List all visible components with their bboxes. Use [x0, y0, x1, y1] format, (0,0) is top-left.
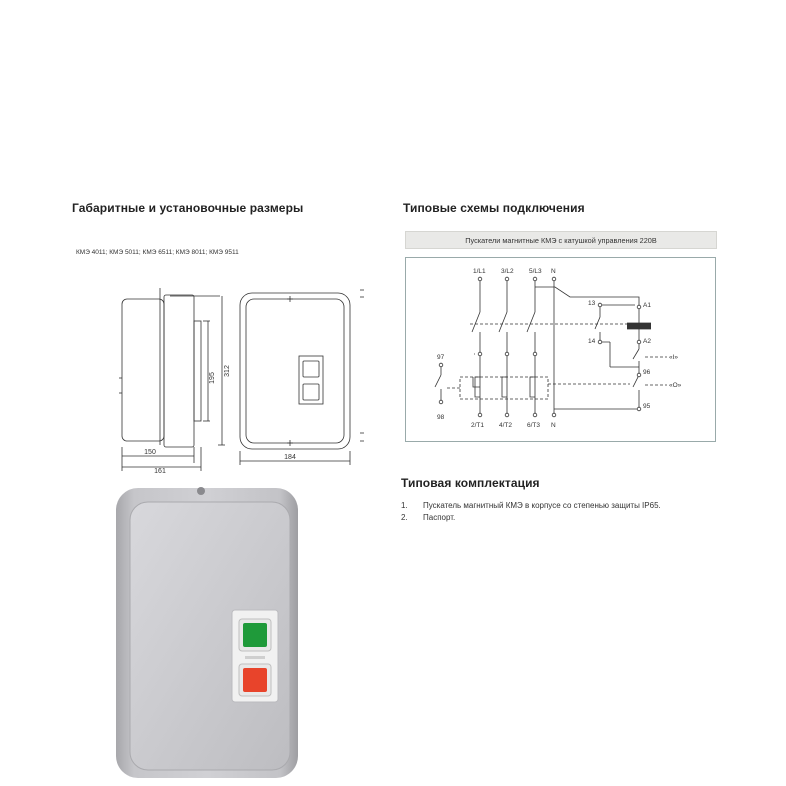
label-l2: 3/L2 [501, 268, 514, 275]
models-list: КМЭ 4011; КМЭ 5011; КМЭ 6511; КМЭ 8011; КМЭ 9511 [76, 249, 239, 256]
label-t2: 4/T2 [499, 422, 513, 429]
product-photo [108, 478, 308, 783]
front-view-outer [240, 293, 350, 449]
dim-161: 161 [154, 468, 166, 475]
label-97: 97 [437, 354, 445, 361]
label-96: 96 [643, 369, 651, 376]
dimension-drawing [110, 283, 375, 475]
kit-list [401, 500, 661, 524]
label-13: 13 [588, 300, 596, 307]
list-item: 2. Паспорт. [401, 513, 456, 522]
dim-184: 184 [284, 454, 296, 461]
label-l3: 5/L3 [529, 268, 542, 275]
list-item: 1. Пускатель магнитный КМЭ в корпусе со степенью защиты IP65. [401, 501, 661, 510]
schema-title: Типовые схемы подключения [403, 201, 585, 215]
dim-195: 195 [209, 372, 216, 384]
label-t3: 6/T3 [527, 422, 541, 429]
dim-150: 150 [144, 449, 156, 456]
label-14: 14 [588, 338, 596, 345]
front-view-inner [246, 299, 344, 443]
label-l1: 1/L1 [473, 268, 486, 275]
schema-header-bar: Пускатели магнитные КМЭ с катушкой управления 220В [405, 231, 717, 249]
label-n-top: N [551, 268, 556, 275]
start-button [243, 623, 267, 647]
label-t1: 2/T1 [471, 422, 485, 429]
stop-button [243, 668, 267, 692]
label-a2: A2 [643, 338, 651, 345]
side-view-cover [164, 295, 194, 447]
label-on: «I» [669, 354, 679, 361]
kit-title: Типовая комплектация [401, 476, 540, 490]
side-view-body [122, 299, 164, 441]
label-95: 95 [643, 403, 651, 410]
wiring-diagram [405, 257, 716, 442]
dimensions-title: Габаритные и установочные размеры [72, 201, 304, 215]
label-n-bottom: N [551, 422, 556, 429]
top-screw-icon [197, 487, 205, 495]
label-98: 98 [437, 414, 445, 421]
dim-312: 312 [224, 365, 231, 377]
label-a1: A1 [643, 302, 651, 309]
label-off: «O» [669, 382, 682, 389]
